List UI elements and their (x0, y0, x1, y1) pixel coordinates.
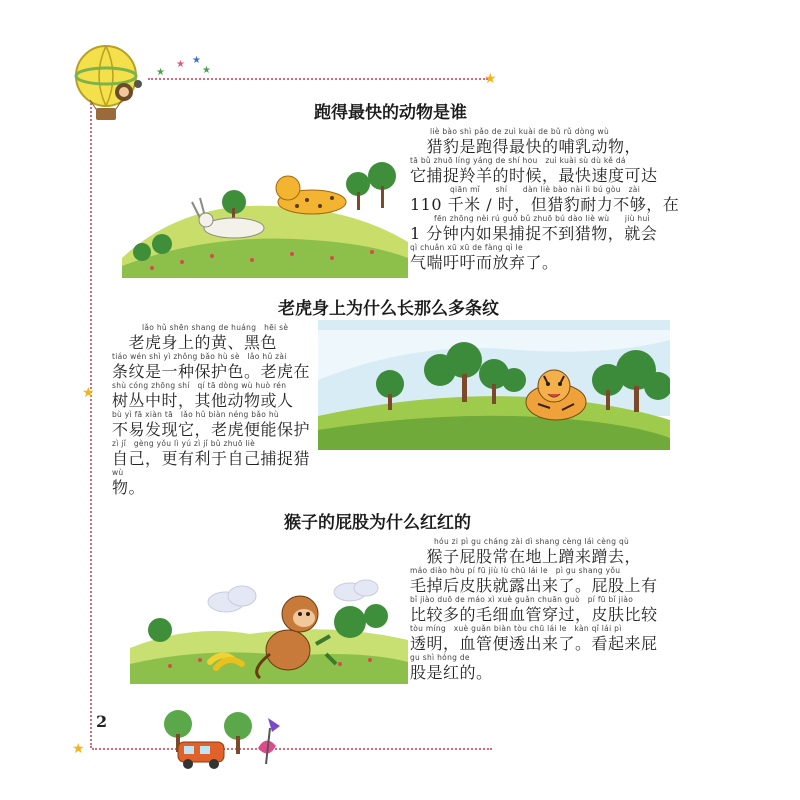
section-title: 老虎身上为什么长那么多条纹 (278, 299, 499, 319)
pinyin-line: qì chuǎn xū xū de fàng qì le (410, 243, 523, 252)
chinese-line: 条纹是一种保护色。老虎在 (112, 362, 311, 381)
star-icon: ★ (202, 65, 211, 76)
pinyin-line: hóu zi pì gu cháng zài dì shang cèng lái cèng qù (434, 537, 630, 546)
pinyin-line: lǎo hǔ shēn shang de huáng hēi sè (142, 323, 289, 332)
chinese-line: 透明，血管便透出来了。看起来屁 (410, 634, 658, 653)
chinese-line: 老虎身上的黄、黑色 (112, 333, 278, 352)
section-title: 猴子的屁股为什么红红的 (284, 513, 471, 533)
page-number: 2 (96, 712, 108, 731)
pinyin-line: máo diào hòu pí fū jiù lù chū lái le pì gu shang yǒu (410, 566, 621, 575)
star-icon: ★ (156, 67, 165, 78)
chinese-line: 1 分钟内如果捕捉不到猎物，就会 (410, 224, 658, 243)
chinese-line: 猴子屁股常在地上蹭来蹭去， (410, 547, 642, 566)
hot-air-balloon-illustration (68, 40, 158, 126)
tiger-in-forest-illustration (318, 320, 670, 450)
star-icon: ★ (82, 385, 95, 401)
chinese-line: 毛掉后皮肤就露出来了。屁股上有 (410, 576, 658, 595)
monkey-with-bananas-illustration (130, 574, 408, 684)
top-dotted-border (148, 78, 488, 80)
chinese-line: 树丛中时，其他动物或人 (112, 391, 294, 410)
pinyin-line: liè bào shì pǎo de zuì kuài de bǔ rǔ dòng wù (430, 127, 610, 136)
chinese-line: 比较多的毛细血管穿过，皮肤比较 (410, 605, 658, 624)
chinese-line: 猎豹是跑得最快的哺乳动物， (410, 137, 642, 156)
pinyin-line: fēn zhōng nèi rú guǒ bǔ zhuō bú dào liè wù jiù huì (434, 214, 650, 223)
pinyin-line: qiān mǐ shí dàn liè bào nài lì bú gòu zài (450, 185, 641, 194)
chinese-line: 110 千米 / 时，但猎豹耐力不够，在 (410, 195, 680, 214)
cheetah-chasing-antelope-illustration (122, 162, 408, 278)
pinyin-line: tòu míng xuè guǎn biàn tòu chū lái le kàn qǐ lái pì (410, 624, 622, 633)
star-icon: ★ (484, 71, 497, 87)
pinyin-line: tiáo wén shì yì zhǒng bǎo hù sè lǎo hǔ zài (112, 352, 287, 361)
star-icon: ★ (176, 59, 185, 70)
chinese-line: 不易发现它，老虎便能保护 (112, 420, 311, 439)
pinyin-line: shù cóng zhōng shí qí tā dòng wù huò rén (112, 381, 287, 390)
left-dotted-border (90, 80, 92, 748)
bottom-trees-and-car-illustration (158, 708, 298, 774)
pinyin-line: bù yì fā xiàn tā lǎo hǔ biàn néng bǎo hù (112, 410, 279, 419)
chinese-line: 自己，更有利于自己捕捉猎 (112, 449, 311, 468)
chinese-line: 股是红的。 (410, 663, 493, 682)
pinyin-line: tā bǔ zhuō líng yáng de shí hou zuì kuài sù dù kě dá (410, 156, 626, 165)
pinyin-line: zì jǐ gèng yǒu lì yú zì jǐ bǔ zhuō liè (112, 439, 256, 448)
chinese-line: 物。 (112, 478, 146, 497)
chinese-line: 它捕捉羚羊的时候，最快速度可达 (410, 166, 658, 185)
pinyin-line: gu shì hóng de (410, 653, 470, 662)
chinese-line: 气喘吁吁而放弃了。 (410, 253, 559, 272)
star-icon: ★ (72, 741, 85, 757)
star-icon: ★ (192, 55, 201, 66)
section-title: 跑得最快的动物是谁 (314, 103, 467, 123)
pinyin-line: wù (112, 468, 124, 477)
pinyin-line: bǐ jiào duō de máo xì xuè guǎn chuān guò pí fū bǐ jiào (410, 595, 634, 604)
